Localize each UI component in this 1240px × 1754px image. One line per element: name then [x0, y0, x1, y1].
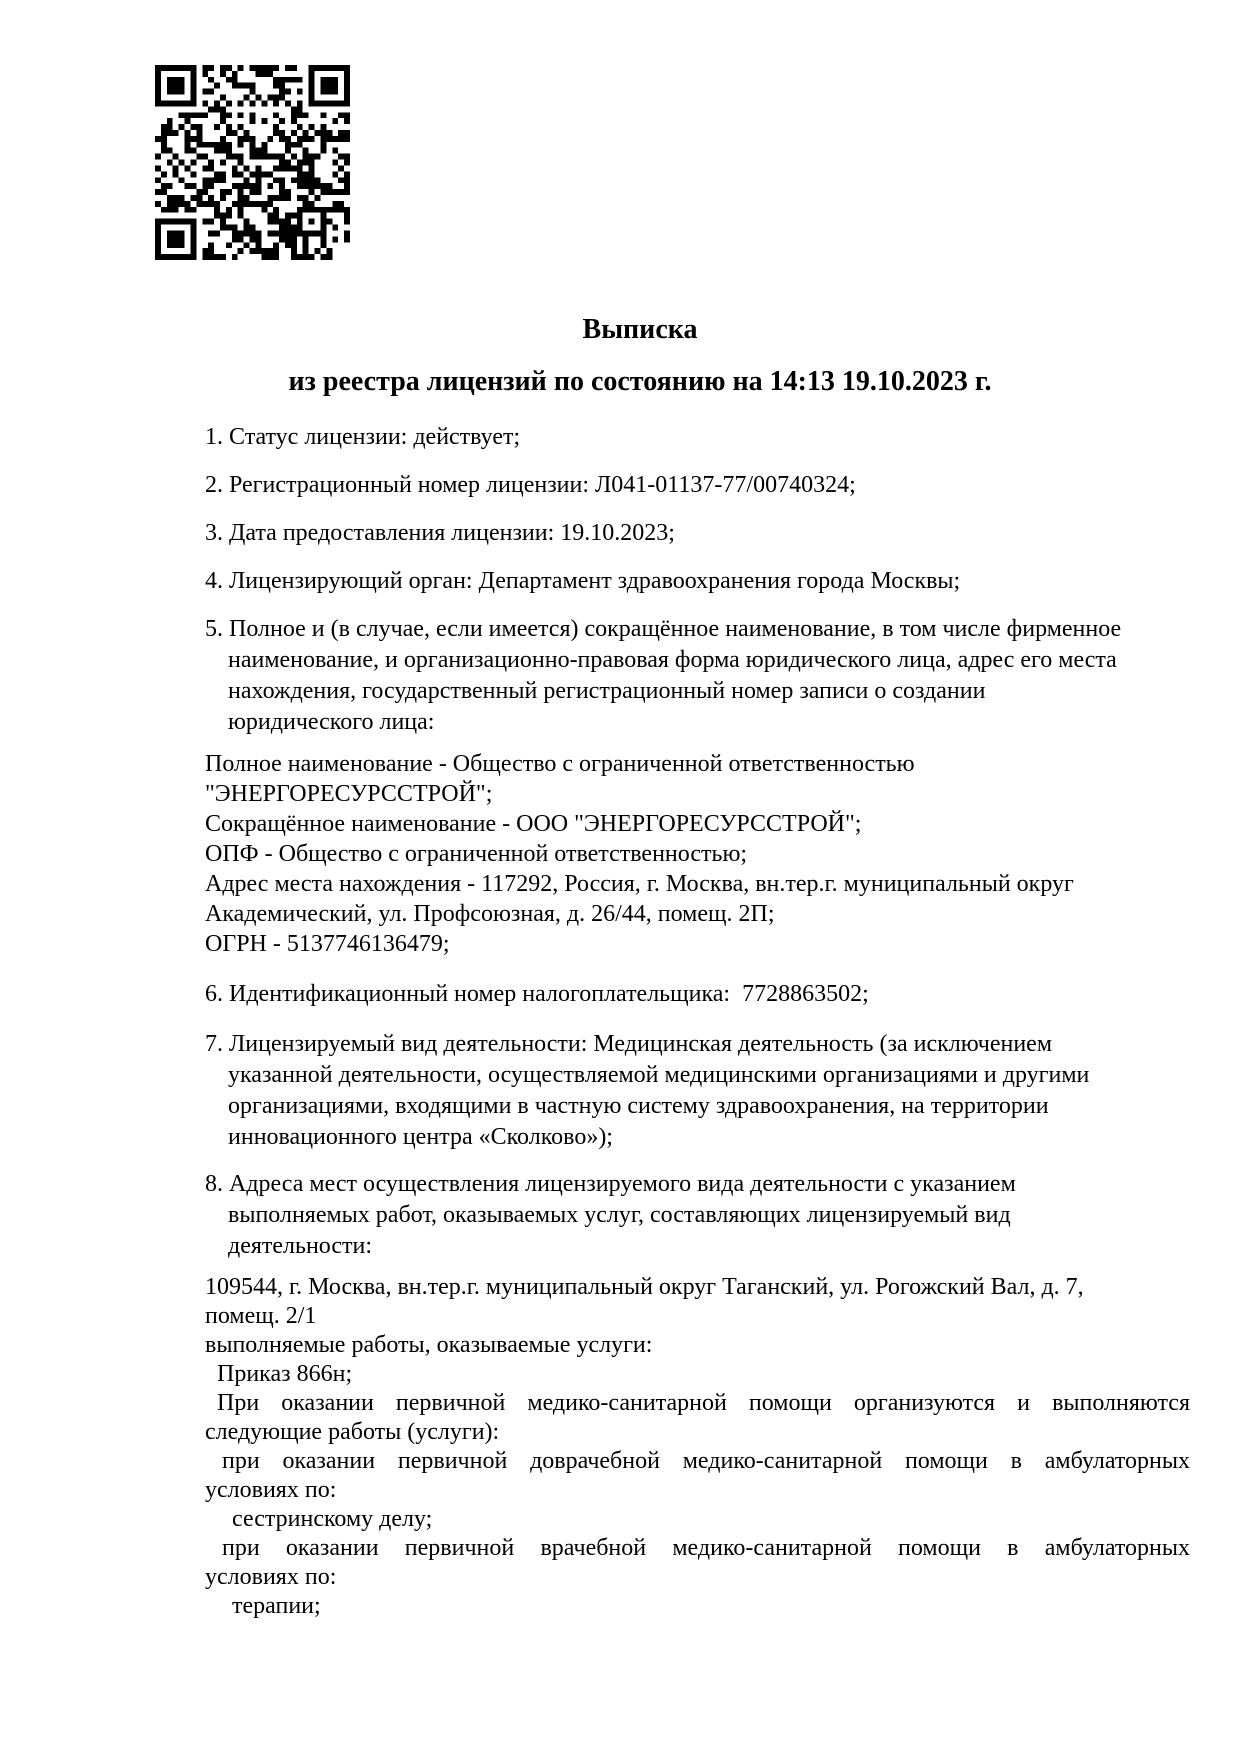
works-line: При оказании первичной медико-санитарной помощи организуются и выполняются [217, 1390, 1190, 1416]
clause-inn [205, 979, 1190, 1010]
text-line: 4. Лицензирующий орган: Департамент здравоохранения города Москвы; [205, 568, 961, 594]
works-line: условиях по: [205, 1564, 337, 1590]
company-opf-line: ОПФ - Общество с ограниченной ответственностью; [205, 841, 748, 867]
text-line: юридического лица: [228, 709, 435, 735]
works-line: условиях по: [205, 1477, 337, 1503]
company-short-name-line: Сокращённое наименование - ООО "ЭНЕРГОРЕСУРССТРОЙ"; [205, 811, 862, 837]
works-line: следующие работы (услуги): [205, 1419, 500, 1445]
text-line: инновационного центра «Сколково»); [228, 1124, 613, 1150]
clause-grant-date [205, 518, 1190, 549]
text-line: выполняемых работ, оказываемых услуг, составляющих лицензируемый вид [228, 1202, 1011, 1228]
document-title: Выписка [582, 314, 698, 345]
company-ogrn-line: ОГРН - 5137746136479; [205, 931, 450, 957]
activity-address-line: помещ. 2/1 [205, 1303, 317, 1329]
text-line: 1. Статус лицензии: действует; [205, 424, 521, 450]
text-line: 3. Дата предоставления лицензии: 19.10.2023; [205, 520, 675, 546]
works-line: терапии; [232, 1593, 321, 1619]
clause-activity-addresses [205, 1169, 1190, 1262]
text-line: 2. Регистрационный номер лицензии: Л041-01137-77/00740324; [205, 472, 856, 498]
order-line: Приказ 866н; [217, 1361, 353, 1387]
company-full-name-line: Полное наименование - Общество с ограниченной ответственностью [205, 751, 915, 777]
address-works-block [205, 1273, 1190, 1621]
company-address-line: Адрес места нахождения - 117292, Россия, г. Москва, вн.тер.г. муниципальный округ [205, 871, 1074, 897]
company-address-line: Академический, ул. Профсоюзная, д. 26/44, помещ. 2П; [205, 901, 775, 927]
text-line: нахождения, государственный регистрационный номер записи о создании [228, 678, 986, 704]
qr-code-icon [155, 65, 350, 260]
text-line: 8. Адреса мест осуществления лицензируемого вида деятельности с указанием [205, 1171, 1016, 1197]
clause-license-status [205, 422, 1190, 453]
text-line: деятельности: [228, 1233, 373, 1259]
works-heading-line: выполняемые работы, оказываемые услуги: [205, 1332, 653, 1358]
text-line: наименование, и организационно-правовая форма юридического лица, адрес его места [228, 647, 1117, 673]
text-line: 5. Полное и (в случае, если имеется) сокращённое наименование, в том числе фирменное [205, 616, 1122, 642]
clause-registration-number [205, 470, 1190, 501]
company-full-name-line: "ЭНЕРГОРЕСУРССТРОЙ"; [205, 781, 493, 807]
document-subtitle: из реестра лицензий по состоянию на 14:13 19.10.2023 г. [288, 366, 992, 397]
works-line: при оказании первичной доврачебной медико-санитарной помощи в амбулаторных [222, 1448, 1190, 1474]
text-line: организациями, входящими в частную систему здравоохранения, на территории [228, 1093, 1049, 1119]
text-line: 7. Лицензируемый вид деятельности: Медицинская деятельность (за исключением [205, 1031, 1053, 1057]
activity-address-line: 109544, г. Москва, вн.тер.г. муниципальный округ Таганский, ул. Рогожский Вал, д. 7, [205, 1274, 1084, 1300]
text-line: 6. Идентификационный номер налогоплательщика: 7728863502; [205, 981, 869, 1007]
document-body [205, 422, 1190, 1621]
company-details-block [205, 749, 1190, 959]
works-line: при оказании первичной врачебной медико-санитарной помощи в амбулаторных [222, 1535, 1190, 1561]
clause-licensing-authority [205, 566, 1190, 597]
clause-licensed-activity [205, 1029, 1190, 1153]
text-line: указанной деятельности, осуществляемой медицинскими организациями и другими [228, 1062, 1090, 1088]
works-line: сестринскому делу; [232, 1506, 433, 1532]
clause-company-name-heading [205, 614, 1190, 738]
